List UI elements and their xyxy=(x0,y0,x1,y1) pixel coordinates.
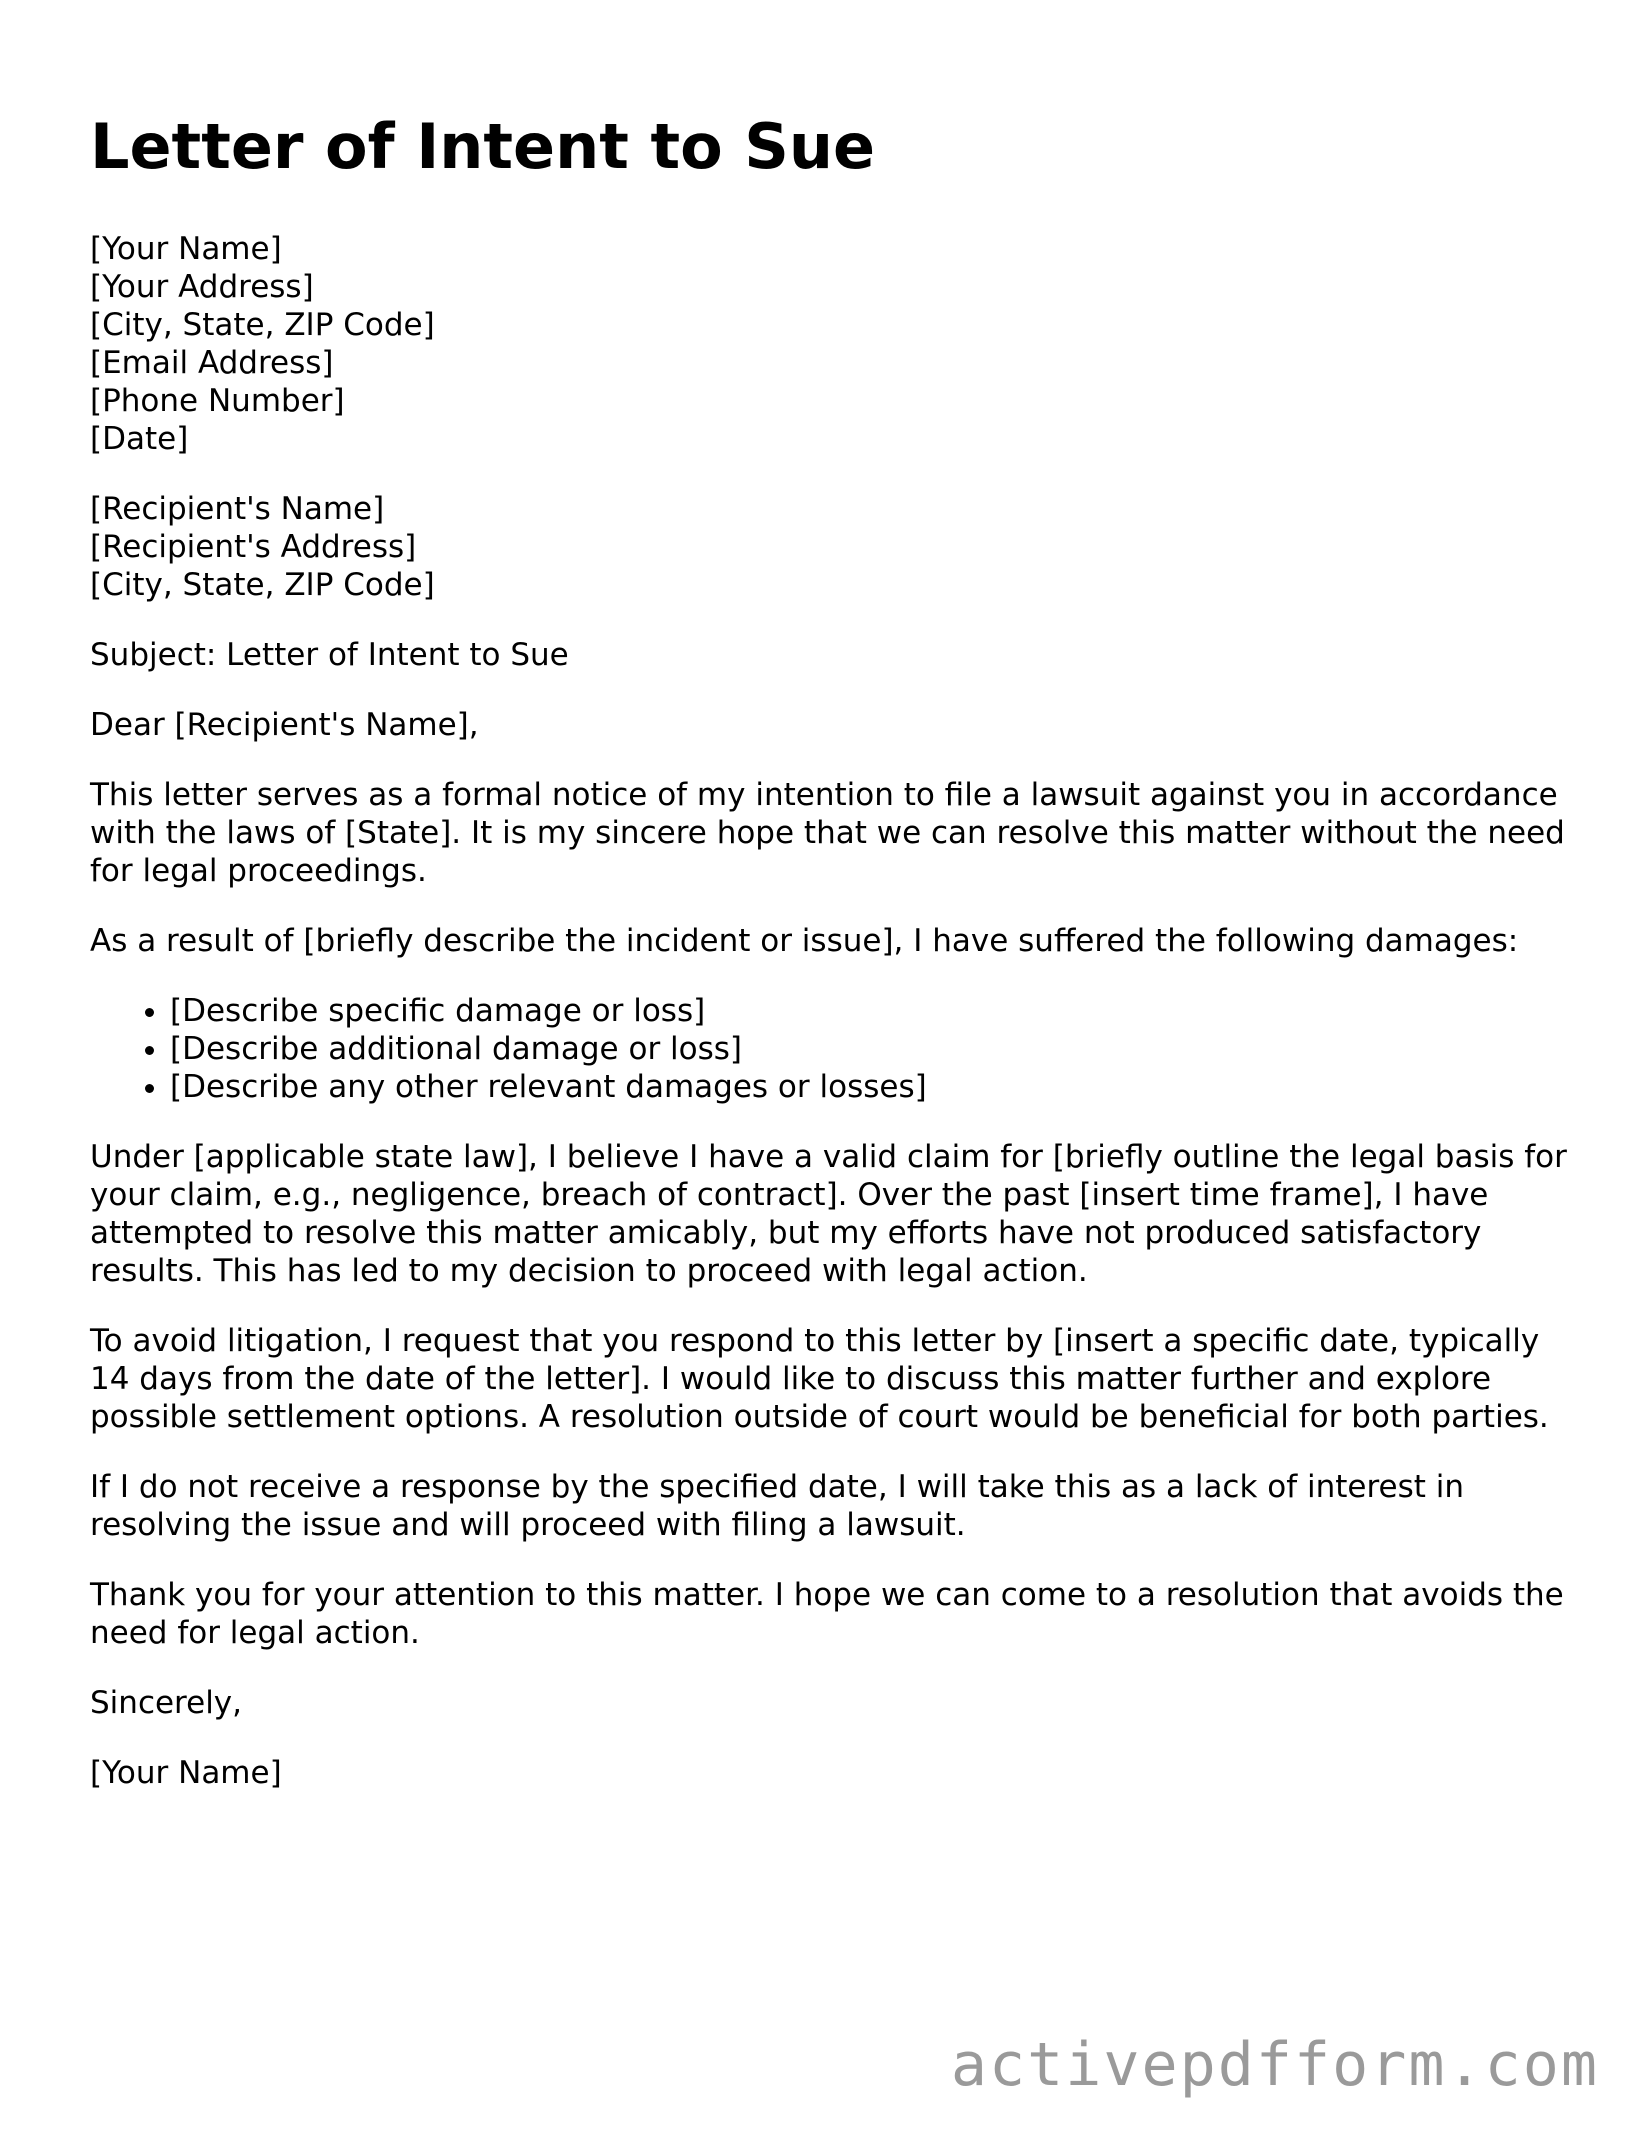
letter-page xyxy=(90,110,1570,1824)
paragraph-response-request: To avoid litigation, I request that you respond to this letter by [insert a specific date, typically 14 days from the date of the letter]. I would like to discuss this matter further and explore possible settlement options. A resolution outside of court would be beneficial for both parties. xyxy=(90,1323,1549,1436)
damage-item: • [Describe additional damage or loss] xyxy=(170,1030,1570,1068)
recipient-city-state-zip: [City, State, ZIP Code] xyxy=(90,567,435,604)
sender-city-state-zip: [City, State, ZIP Code] xyxy=(90,307,435,344)
watermark: activepdfform.com xyxy=(950,2030,1599,2100)
recipient-name: [Recipient's Name] xyxy=(90,491,385,528)
paragraph-notice: This letter serves as a formal notice of my intention to file a lawsuit against you in accordance with the laws of [State]. It is my sincere hope that we can resolve this matter without the need for legal proceedings. xyxy=(90,777,1565,890)
damages-list xyxy=(90,992,1570,1106)
damage-item: • [Describe specific damage or loss] xyxy=(170,992,1570,1030)
subject-line: Subject: Letter of Intent to Sue xyxy=(90,637,569,674)
sender-email: [Email Address] xyxy=(90,345,334,382)
recipient-address: [Recipient's Address] xyxy=(90,529,417,566)
paragraph-legal-basis: Under [applicable state law], I believe I have a valid claim for [briefly outline the legal basis for your claim, e.g., negligence, breach of contract]. Over the past [insert time frame], I have attempted to resolve this matter amicably, but my efforts have not produced satisfactory results. This has led to my decision to proceed with legal action. xyxy=(90,1139,1567,1290)
paragraph-consequence: If I do not receive a response by the specified date, I will take this as a lack of interest in resolving the issue and will proceed with filing a lawsuit. xyxy=(90,1469,1465,1544)
sender-address: [Your Address] xyxy=(90,269,314,306)
page-title: Letter of Intent to Sue xyxy=(90,110,876,183)
paragraph-damages-intro: As a result of [briefly describe the incident or issue], I have suffered the following damages: xyxy=(90,923,1519,960)
sender-phone: [Phone Number] xyxy=(90,383,345,420)
paragraph-thanks: Thank you for your attention to this matter. I hope we can come to a resolution that avoids the need for legal action. xyxy=(90,1577,1564,1652)
salutation: Dear [Recipient's Name], xyxy=(90,707,479,744)
damage-item: • [Describe any other relevant damages or losses] xyxy=(170,1068,1570,1106)
recipient-address-block xyxy=(90,490,1570,604)
signature-name: [Your Name] xyxy=(90,1755,282,1792)
closing: Sincerely, xyxy=(90,1685,243,1722)
sender-address-block xyxy=(90,230,1570,458)
letter-date: [Date] xyxy=(90,421,189,458)
sender-name: [Your Name] xyxy=(90,231,282,268)
